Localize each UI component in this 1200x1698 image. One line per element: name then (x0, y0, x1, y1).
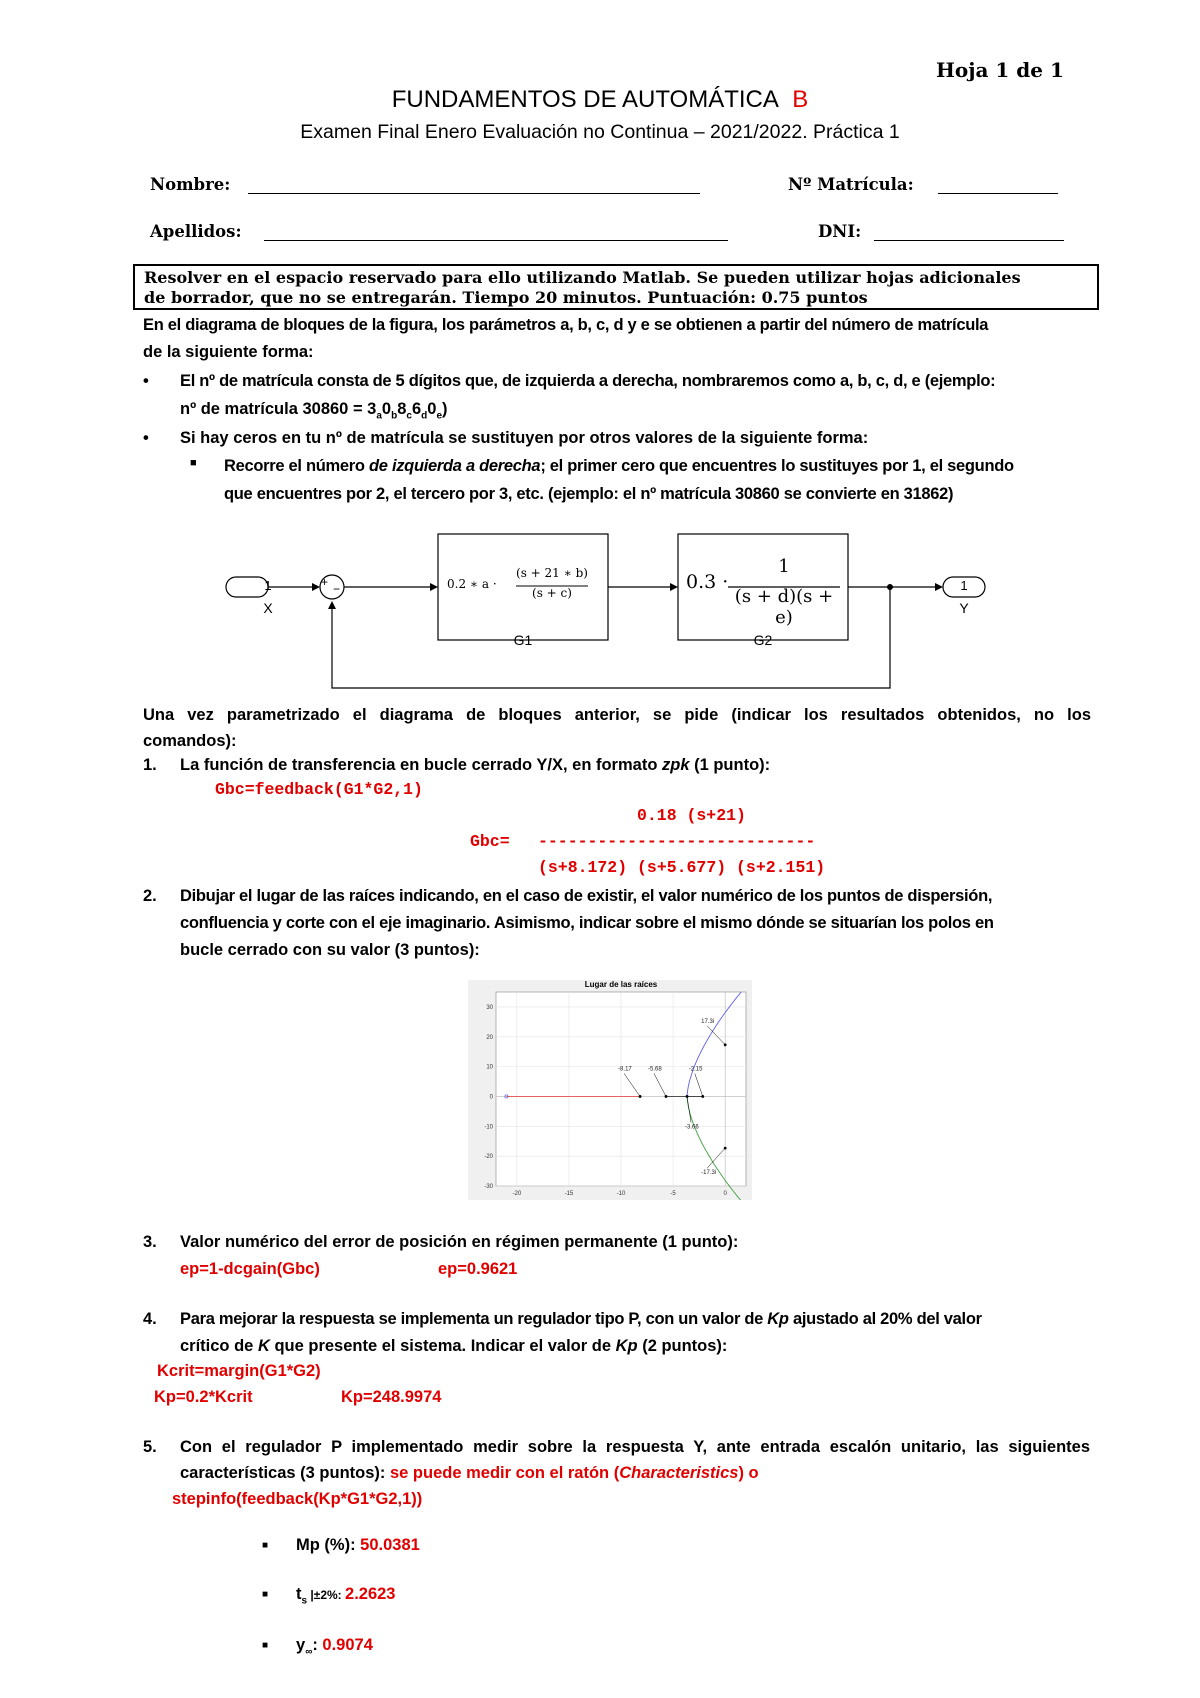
q1-pre: La función de transferencia en bucle cerrado Y/X, en formato (180, 756, 662, 774)
yinf-suffix: : (312, 1636, 323, 1654)
q2-line-3: bucle cerrado con su valor (3 puntos): (180, 941, 480, 959)
bullet-2: Si hay ceros en tu nº de matrícula se sustituyen por otros valores de la siguiente forma: (180, 429, 869, 447)
x-tick-label: -10 (616, 1191, 626, 1197)
nombre-label: Nombre: (150, 175, 231, 194)
x-tick-label: -5 (670, 1191, 676, 1197)
y-tick-label: -30 (484, 1184, 493, 1190)
bullet-1-text: nº de matrícula 30860 = (180, 400, 368, 418)
bullet-dot-icon: • (143, 372, 149, 390)
q5-line-2 (180, 1464, 759, 1483)
q5-line-1: Con el regulador P implementado medir sobre la respuesta Y, ante entrada escalón unitario, las siguientes (180, 1438, 1090, 1456)
matricula-label: Nº Matrícula: (788, 175, 914, 194)
q5-line-2-end: ) o (738, 1464, 759, 1482)
annotation-label: -8.17 (618, 1066, 632, 1073)
g2-gain: 0.3 · (686, 571, 729, 593)
sub-bullet-line-1 (224, 457, 1014, 476)
digit: 6 (411, 400, 422, 418)
y-tick-label: 20 (486, 1034, 493, 1041)
bullet-1-line-2: nº de matrícula $30860 = 3_a0_b8_c6_d0_e$) (180, 400, 448, 422)
square-bullet-icon: ■ (262, 1640, 269, 1651)
q5-line-2-em: Characteristics (619, 1464, 739, 1482)
digit: 3 (367, 400, 377, 418)
q4-line-1-pre: Para mejorar la respuesta se implementa un regulador tipo P, con un valor de (180, 1310, 768, 1328)
digit-sub: b (391, 410, 398, 422)
ts-label: t (296, 1585, 302, 1603)
digit-sub: e (436, 410, 443, 422)
g2-numerator: 1 (778, 556, 790, 577)
annotation-label: -17.3i (701, 1170, 717, 1177)
exam-subtitle: Examen Final Enero Evaluación no Continua – 2021/2022. Práctica 1 (300, 121, 900, 143)
q1-fraction-bar: ---------------------------- (538, 832, 816, 851)
course-title (0, 86, 1200, 114)
sub-bullet-line-2: que encuentres por 2, el tercero por 3, etc. (ejemplo: el nº matrícula 30860 se convierte en 31862) (224, 485, 954, 503)
closed-loop-pole-marker (665, 1095, 668, 1098)
root-locus-figure (468, 980, 752, 1200)
q3-text: Valor numérico del error de posición en régimen permanente (1 punto): (180, 1233, 739, 1251)
q3-number: 3. (143, 1233, 157, 1251)
q4-command-2: Kp=0.2*Kcrit (154, 1388, 253, 1406)
questions-intro-line-1: Una vez parametrizado el diagrama de bloques anterior, se pide (indicar los resultados obtenidos, no los (143, 706, 1091, 724)
q4-number: 4. (143, 1310, 157, 1328)
ts-suffix: |±2%: (307, 1588, 346, 1602)
q2-line-1: Dibujar el lugar de las raíces indicando, en el caso de existir, el valor numérico de los puntos de dispersión, (180, 887, 993, 905)
q4-kp: Kp (767, 1310, 789, 1328)
q3-command: ep=1-dcgain(Gbc) (180, 1260, 320, 1278)
g2-denominator: (s + d)(s + e) (734, 586, 834, 628)
q5-command: stepinfo(feedback(Kp*G1*G2,1)) (172, 1490, 423, 1508)
instructions-line-1: Resolver en el espacio reservado para ello utilizando Matlab. Se pueden utilizar hojas adicionales (144, 268, 1021, 287)
y-tick-label: 10 (486, 1064, 493, 1071)
bullet-1-line-1: El nº de matrícula consta de 5 dígitos que, de izquierda a derecha, nombraremos como a, b, c, d, e (ejemplo: (180, 372, 996, 390)
q4-line-1 (180, 1310, 982, 1329)
yinf-value: 0.9074 (322, 1636, 373, 1654)
q4-k: K (257, 1337, 270, 1355)
annotation-label: -3.66 (685, 1124, 699, 1131)
q1-text (180, 756, 770, 775)
g1-numerator: (s + 21 ∗ b) (516, 566, 588, 580)
intro-line-1: En el diagrama de bloques de la figura, los parámetros a, b, c, d y e se obtienen a partir del número de matrícula (143, 316, 989, 334)
out-port-label: Y (959, 600, 969, 616)
instructions-line-2: de borrador, que no se entregarán. Tiempo 20 minutos. Puntuación: 0.75 puntos (144, 288, 868, 307)
q3-result: ep=0.9621 (438, 1260, 518, 1278)
y-tick-label: -10 (484, 1124, 493, 1131)
sum-plus-sign: + (321, 575, 329, 589)
g2-label: G2 (753, 632, 773, 648)
ts-sub: s (301, 1595, 308, 1607)
q4-line-2-pre: crítico de (180, 1337, 258, 1355)
q4-command-1: Kcrit=margin(G1*G2) (157, 1362, 321, 1380)
sum-minus-sign: − (333, 582, 341, 596)
q4-result: Kp=248.9974 (341, 1388, 442, 1406)
intro-line-2: de la siguiente forma: (143, 343, 314, 361)
mp-value: 50.0381 (360, 1536, 420, 1554)
course-variant: B (792, 86, 809, 113)
q1-command: Gbc=feedback(G1*G2,1) (215, 780, 423, 799)
q2-number: 2. (143, 887, 157, 905)
sub-bullet-em: de izquierda a derecha (369, 457, 541, 475)
q4-line-2 (180, 1337, 727, 1356)
q1-post: (1 punto): (689, 756, 771, 774)
x-tick-label: -20 (512, 1191, 522, 1197)
y-tick-label: -20 (484, 1154, 493, 1161)
closed-loop-pole-marker (701, 1095, 704, 1098)
g1-gain: 0.2 ∗ a · (447, 577, 497, 591)
in-port-label: X (263, 600, 273, 616)
matricula-field[interactable] (938, 193, 1058, 194)
mp-label: Mp (%): (296, 1536, 361, 1554)
q1-numerator: 0.18 (s+21) (637, 806, 746, 825)
q5-line-2-pre: características (3 puntos): (180, 1464, 390, 1482)
square-bullet-icon: ■ (190, 457, 197, 469)
nombre-field[interactable] (248, 193, 700, 194)
sub-bullet-pre: Recorre el número (224, 457, 369, 475)
instructions-box (133, 264, 1099, 310)
ts-item (296, 1585, 395, 1606)
sub-bullet-post: ; el primer cero que encuentres lo sustituyes por 1, el segundo (540, 457, 1014, 475)
q4-line-1-post: ajustado al 20% del valor (788, 1310, 982, 1328)
q5-line-2-red: se puede medir con el ratón ( (390, 1464, 620, 1482)
digit-sub: d (421, 410, 428, 422)
g1-denominator: (s + c) (532, 586, 572, 600)
q1-number: 1. (143, 756, 157, 774)
x-tick-label: -15 (564, 1191, 574, 1197)
dni-label: DNI: (818, 222, 862, 241)
apellidos-label: Apellidos: (150, 222, 242, 241)
q1-lhs: Gbc= (470, 832, 510, 851)
questions-intro-line-2: comandos): (143, 732, 237, 750)
chart-title: Lugar de las raíces (584, 980, 658, 989)
root-locus-chart (468, 980, 752, 1200)
g1-label: G1 (513, 632, 533, 648)
square-bullet-icon: ■ (262, 1589, 269, 1600)
apellidos-field[interactable] (264, 240, 728, 241)
yinf-label: y (296, 1636, 306, 1654)
bullet-dot-icon: • (143, 429, 149, 447)
square-bullet-icon: ■ (262, 1540, 269, 1551)
q1-em: zpk (662, 756, 690, 774)
yinf-item (296, 1636, 373, 1657)
digit: 0 (427, 400, 437, 418)
q4-line-2-mid: que presente el sistema. Indicar el valor de (269, 1337, 616, 1355)
in-port-number: 1 (264, 578, 272, 593)
y-tick-label: 30 (486, 1004, 493, 1011)
annotation-label: -2.15 (688, 1066, 703, 1073)
course-title-text: FUNDAMENTOS DE AUTOMÁTICA (391, 86, 778, 113)
y-tick-label: 0 (489, 1094, 493, 1101)
q2-line-2: confluencia y corte con el eje imaginario. Asimismo, indicar sobre el mismo dónde se situarían los polos en (180, 914, 994, 932)
mp-item (296, 1536, 420, 1555)
q1-denominator: (s+8.172) (s+5.677) (s+2.151) (538, 858, 826, 877)
q4-kp: Kp (615, 1337, 638, 1355)
out-port-number: 1 (960, 578, 968, 593)
q5-number: 5. (143, 1438, 157, 1456)
dni-field[interactable] (874, 240, 1064, 241)
digit-sub: a (376, 410, 382, 422)
x-tick-label: 0 (723, 1191, 727, 1197)
ts-value: 2.2623 (345, 1585, 396, 1603)
digit: 0 (381, 400, 392, 418)
annotation-label: 17.3i (701, 1018, 715, 1025)
yinf-sub: ∞ (305, 1646, 313, 1658)
digit-sub: c (406, 410, 412, 422)
digit: 8 (397, 400, 407, 418)
page-indicator: Hoja 1 de 1 (936, 58, 1064, 82)
q4-line-2-post: (2 puntos): (637, 1337, 728, 1355)
annotation-label: -5.68 (648, 1066, 662, 1073)
